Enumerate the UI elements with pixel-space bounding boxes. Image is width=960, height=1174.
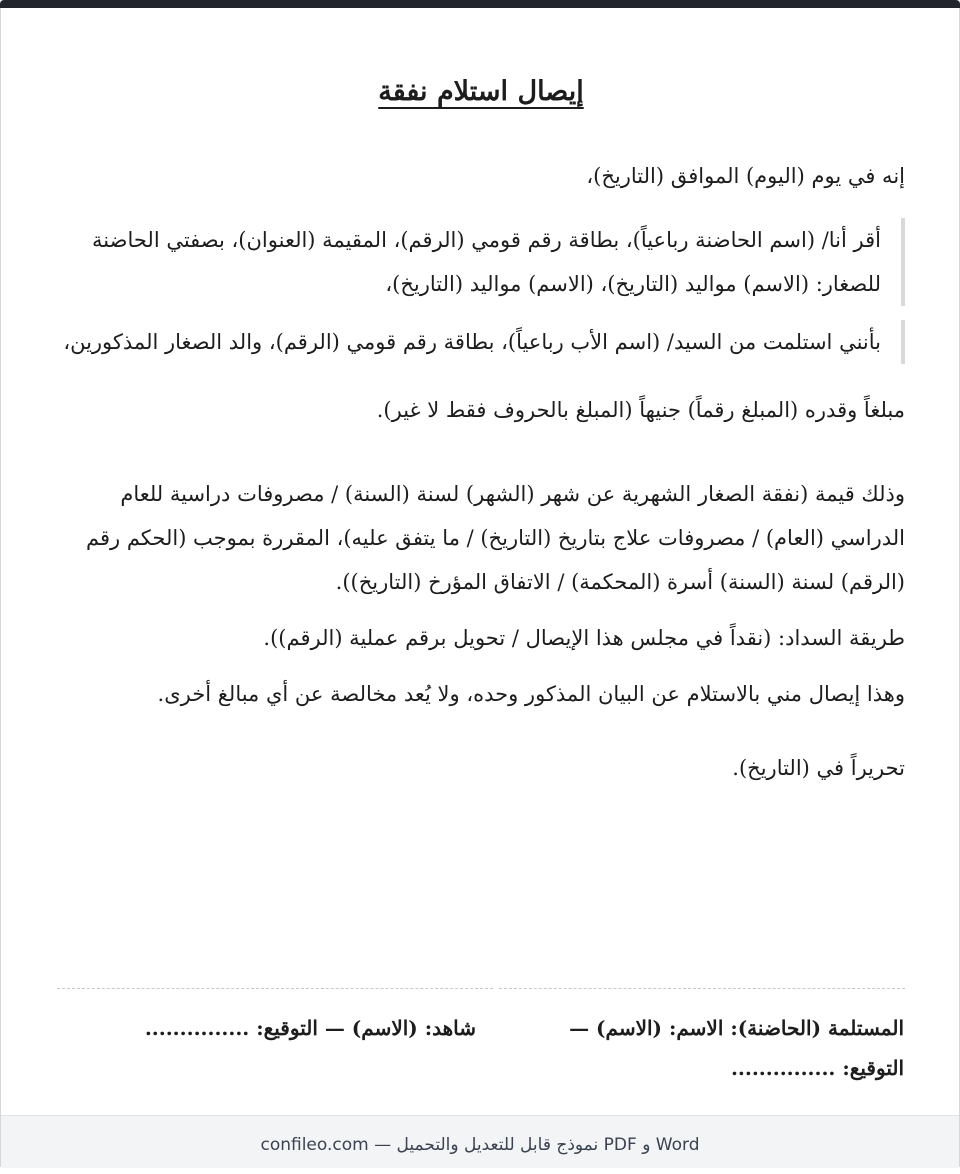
disclaimer-paragraph: وهذا إيصال مني بالاستلام عن البيان المذكور وحده، ولا يُعد مخالصة عن أي مبالغ أخرى. xyxy=(157,682,905,706)
document-page xyxy=(0,8,960,1167)
purpose-paragraph: وذلك قيمة (نفقة الصغار الشهرية عن شهر (الشهر) لسنة (السنة) / مصروفات دراسية للعام الدراسي (العام) / مصروفات علاج بتاريخ (التاريخ) / ما يتفق عليه)، المقررة بموجب (الحكم رقم (الرقم) لسنة (السنة) أسرة (المحكمة) / الاتفاق المؤرخ (التاريخ)). xyxy=(86,482,905,594)
signatures-section xyxy=(56,1008,904,1108)
amount-paragraph: مبلغاً وقدره (المبلغ رقماً) جنيهاً (المبلغ بالحروف فقط لا غير). xyxy=(376,398,905,422)
witness-signature: شاهد: (الاسم) — التوقيع: ............... xyxy=(144,1016,476,1040)
document-title xyxy=(57,72,905,112)
acknowledgement-text: أقر أنا/ (اسم الحاضنة رباعياً)، بطاقة رقم قومي (الرقم)، المقيمة (العنوان)، بصفتي الحاضنة للصغار: (الاسم) مواليد (التاريخ)، (الاسم) مواليد (التاريخ)، xyxy=(92,228,881,296)
acknowledgement-block xyxy=(57,218,905,306)
payer-block xyxy=(57,320,905,364)
footer-text: confileo.com — نموذج قابل للتعديل والتحميل PDF و Word xyxy=(260,1135,700,1155)
payment-method-paragraph: طريقة السداد: (نقداً في مجلس هذا الإيصال / تحويل برقم عملية (الرقم)). xyxy=(263,626,905,650)
issued-date-paragraph: تحريراً في (التاريخ). xyxy=(732,756,905,780)
document-body xyxy=(57,8,905,790)
date-paragraph: إنه في يوم (اليوم) الموافق (التاريخ)، xyxy=(586,164,905,188)
signature-divider-left xyxy=(57,988,493,989)
document-title-text: إيصال استلام نفقة xyxy=(378,76,584,107)
recipient-signature: المستلمة (الحاضنة): الاسم: (الاسم) — التوقيع: ............... xyxy=(569,1016,904,1080)
payer-text: بأنني استلمت من السيد/ (اسم الأب رباعياً)، بطاقة رقم قومي (الرقم)، والد الصغار المذكورين، xyxy=(63,330,881,354)
footer-bar xyxy=(1,1115,959,1168)
top-accent-bar xyxy=(0,0,960,8)
signature-divider-right xyxy=(499,988,905,989)
